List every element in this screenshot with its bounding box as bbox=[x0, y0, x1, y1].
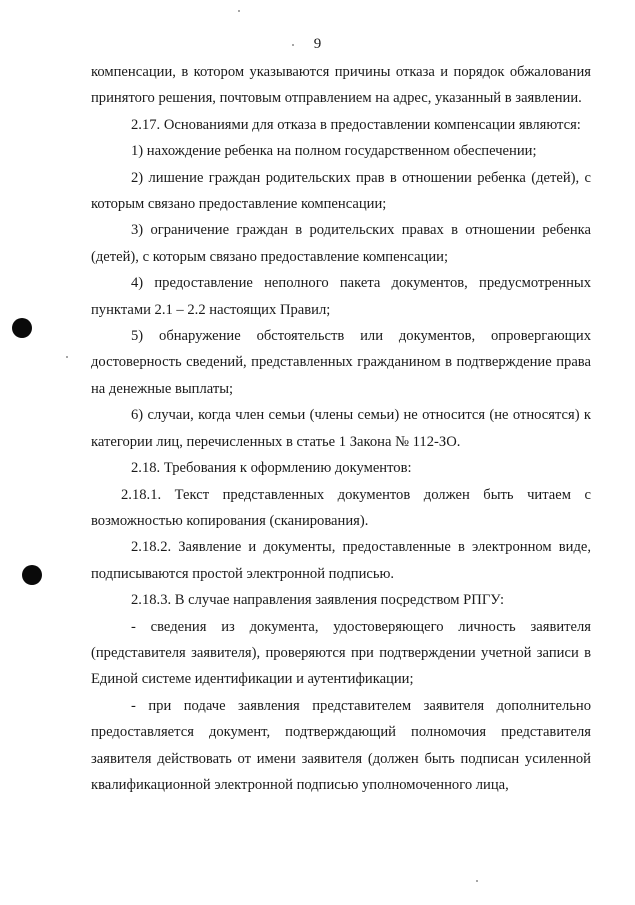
document-body bbox=[91, 59, 591, 798]
scan-speck bbox=[292, 44, 294, 46]
paragraph: 2.17. Основаниями для отказа в предоставлении компенсации являются: bbox=[131, 116, 581, 133]
scan-speck bbox=[238, 10, 240, 12]
scan-speck bbox=[476, 880, 478, 882]
paragraph: - сведения из документа, удостоверяющего личность заявителя (представителя заявителя), проверяются при подтверждении учетной записи в Единой системе идентификации и аутентификации; bbox=[91, 618, 591, 688]
paragraph: 2.18. Требования к оформлению документов: bbox=[131, 460, 412, 477]
paragraph: 2) лишение граждан родительских прав в отношении ребенка (детей), с которым связано предоставление компенсации; bbox=[91, 169, 591, 213]
paragraph: 6) случаи, когда член семьи (члены семьи) не относится (не относятся) к категории лиц, перечисленных в статье 1 Закона № 112-ЗО. bbox=[91, 407, 591, 450]
paragraph: - при подаче заявления представителем заявителя дополнительно предоставляется документ, подтверждающий полномочия представителя заявителя действовать от имени заявителя (должен быть подписан усиленной квалификационной электронной подписью уполномоченного лица, bbox=[91, 697, 591, 793]
paragraph: 2.18.2. Заявление и документы, предоставленные в электронном виде, подписываются простой электронной подписью. bbox=[91, 539, 591, 582]
paragraph: 2.18.3. В случае направления заявления посредством РПГУ: bbox=[131, 592, 505, 609]
paragraph: 4) предоставление неполного пакета документов, предусмотренных пунктами 2.1 – 2.2 настоящих Правил; bbox=[91, 275, 591, 318]
punch-hole-mark bbox=[22, 565, 42, 585]
paragraph: компенсации, в котором указываются причины отказа и порядок обжалования принятого решения, почтовым отправлением на адрес, указанный в заявлении. bbox=[91, 64, 591, 107]
paragraph: 1) нахождение ребенка на полном государственном обеспечении; bbox=[131, 143, 537, 160]
paragraph: 2.18.1. Текст представленных документов должен быть читаем с возможностью копирования (сканирования). bbox=[91, 486, 591, 529]
punch-hole-mark bbox=[12, 318, 32, 338]
page-number: 9 bbox=[313, 36, 322, 52]
scan-speck bbox=[66, 356, 68, 358]
paragraph: 5) обнаружение обстоятельств или документов, опровергающих достоверность сведений, представленных гражданином в подтверждение права на денежные выплаты; bbox=[91, 328, 591, 397]
paragraph: 3) ограничение граждан в родительских правах в отношении ребенка (детей), с которым связано предоставление компенсации; bbox=[91, 222, 591, 265]
